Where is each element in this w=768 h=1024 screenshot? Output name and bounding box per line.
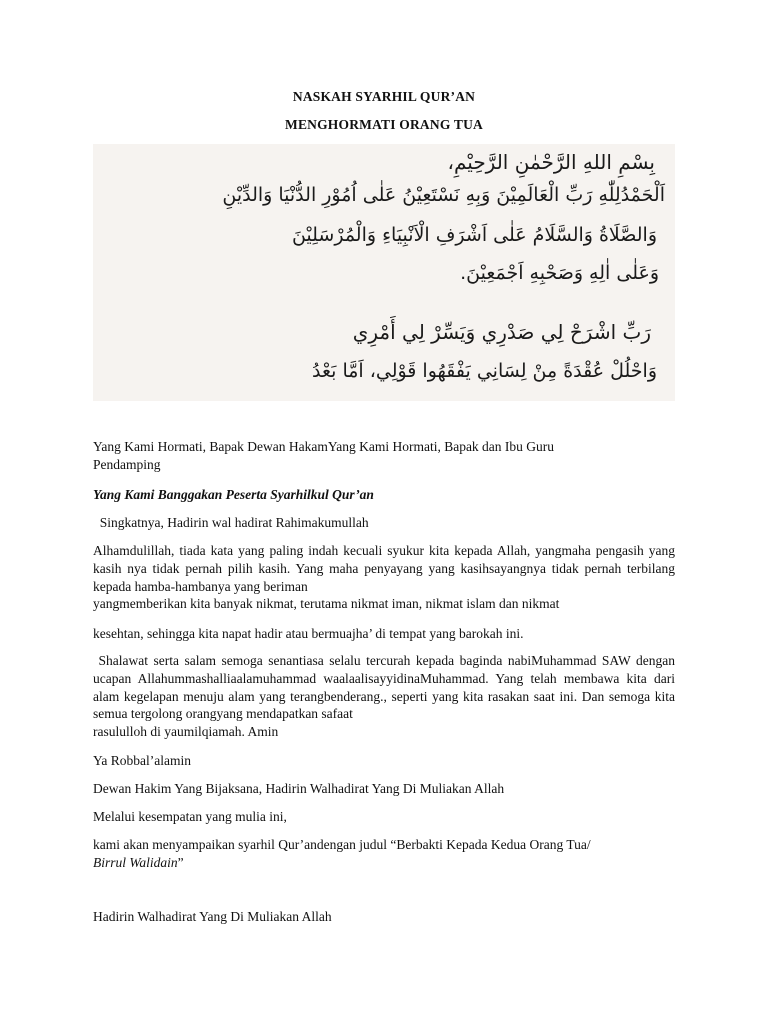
shalawat-text: Shalawat serta salam semoga senantiasa selalu tercurah kepada baginda nabiMuhammad SAW dengan ucapan Allahummashalliaalamuhammad waalaalisayyidinaMuhammad. Yang telah membawa kita dari alam kegelapan menuju alam yang terangbenderang., seperti yang kita rasakan saat ini. Dan semoga kita semua tergolong orangyang mendapatkan safaat — [93, 653, 679, 722]
arabic-line-basmala: بِسْمِ اللهِ الرَّحْمٰنِ الرَّحِيْمِ، — [447, 150, 655, 174]
greeting-line-2: Pendamping — [93, 456, 161, 472]
arabic-line-alihi: وَعَلٰى اٰلِهِ وَصَحْبِهِ اَجْمَعِيْنَ. — [460, 262, 659, 284]
document-title: NASKAH SYARHIL QUR’AN — [292, 89, 476, 104]
arabic-line-shalawat: وَالصَّلَاةُ وَالسَّلَامُ عَلٰى اَشْرَفِ الْاَنْبِيَاءِ وَالْمُرْسَلِيْنَ — [291, 224, 657, 246]
shalawat-last-line: rasululloh di yaumilqiamah. Amin — [93, 724, 279, 740]
arabic-line-wahlul: وَاحْلُلْ عُقْدَةً مِنْ لِسَانِي يَفْقَهُوا قَوْلِي، اَمَّا بَعْدُ — [311, 360, 657, 382]
paragraph-greeting — [93, 438, 675, 474]
judul-close-quote: ” — [177, 854, 184, 870]
arabic-opening-image — [93, 144, 675, 401]
hamdalah-text: Alhamdulillah, tiada kata yang paling indah kecuali syukur kita kepada Allah, yangmaha pengasih yang kasih nya tidak pernah pilih kasih. Yang maha penyayang yang kasihsayangnya tidak pernah terbilang kepada hamba-hambanya yang beriman — [93, 543, 675, 594]
hamdalah-last-line: yangmemberikan kita banyak nikmat, terutama nikmat iman, nikmat islam dan nikmat — [93, 596, 560, 612]
judul-last-line — [93, 854, 675, 872]
arabic-line-hamdalah: اَلْحَمْدُلِلّٰهِ رَبِّ الْعَالَمِيْنَ وَبِهِ نَسْتَعِيْنُ عَلٰى اُمُوْرِ الدُّنْيَا وَالدِّيْنِ — [222, 184, 665, 206]
paragraph-health: kesehtan, sehingga kita napat hadir atau bermuajha’ di tempat yang barokah ini. — [93, 626, 524, 641]
greeting-line-1: Yang Kami Hormati, Bapak Dewan HakamYang Kami Hormati, Bapak dan Ibu Guru — [93, 439, 555, 454]
paragraph-robbal-alamin: Ya Robbal’alamin — [93, 753, 191, 768]
judul-title-italic: Birrul Walidain — [93, 854, 178, 870]
paragraph-shalawat — [93, 652, 679, 741]
paragraph-participants: Yang Kami Banggakan Peserta Syarhilkul Qur’an — [93, 487, 374, 502]
arabic-line-rabbisyrah: رَبِّ اشْرَحْ لِي صَدْرِي وَيَسِّرْ لِي أَمْرِي — [352, 320, 651, 344]
paragraph-hadirin: Hadirin Walhadirat Yang Di Muliakan Allah — [93, 909, 332, 924]
paragraph-hamdalah — [93, 542, 675, 613]
document-subtitle: MENGHORMATI ORANG TUA — [285, 117, 483, 132]
paragraph-kesempatan: Melalui kesempatan yang mulia ini, — [93, 809, 287, 824]
judul-text: kami akan menyampaikan syarhil Qur’andengan judul “Berbakti Kepada Kedua Orang Tua/ — [93, 837, 591, 852]
paragraph-judul — [93, 836, 675, 872]
paragraph-dewan-hakim: Dewan Hakim Yang Bijaksana, Hadirin Walhadirat Yang Di Muliakan Allah — [93, 781, 505, 796]
paragraph-audience: Singkatnya, Hadirin wal hadirat Rahimakumullah — [93, 515, 369, 530]
